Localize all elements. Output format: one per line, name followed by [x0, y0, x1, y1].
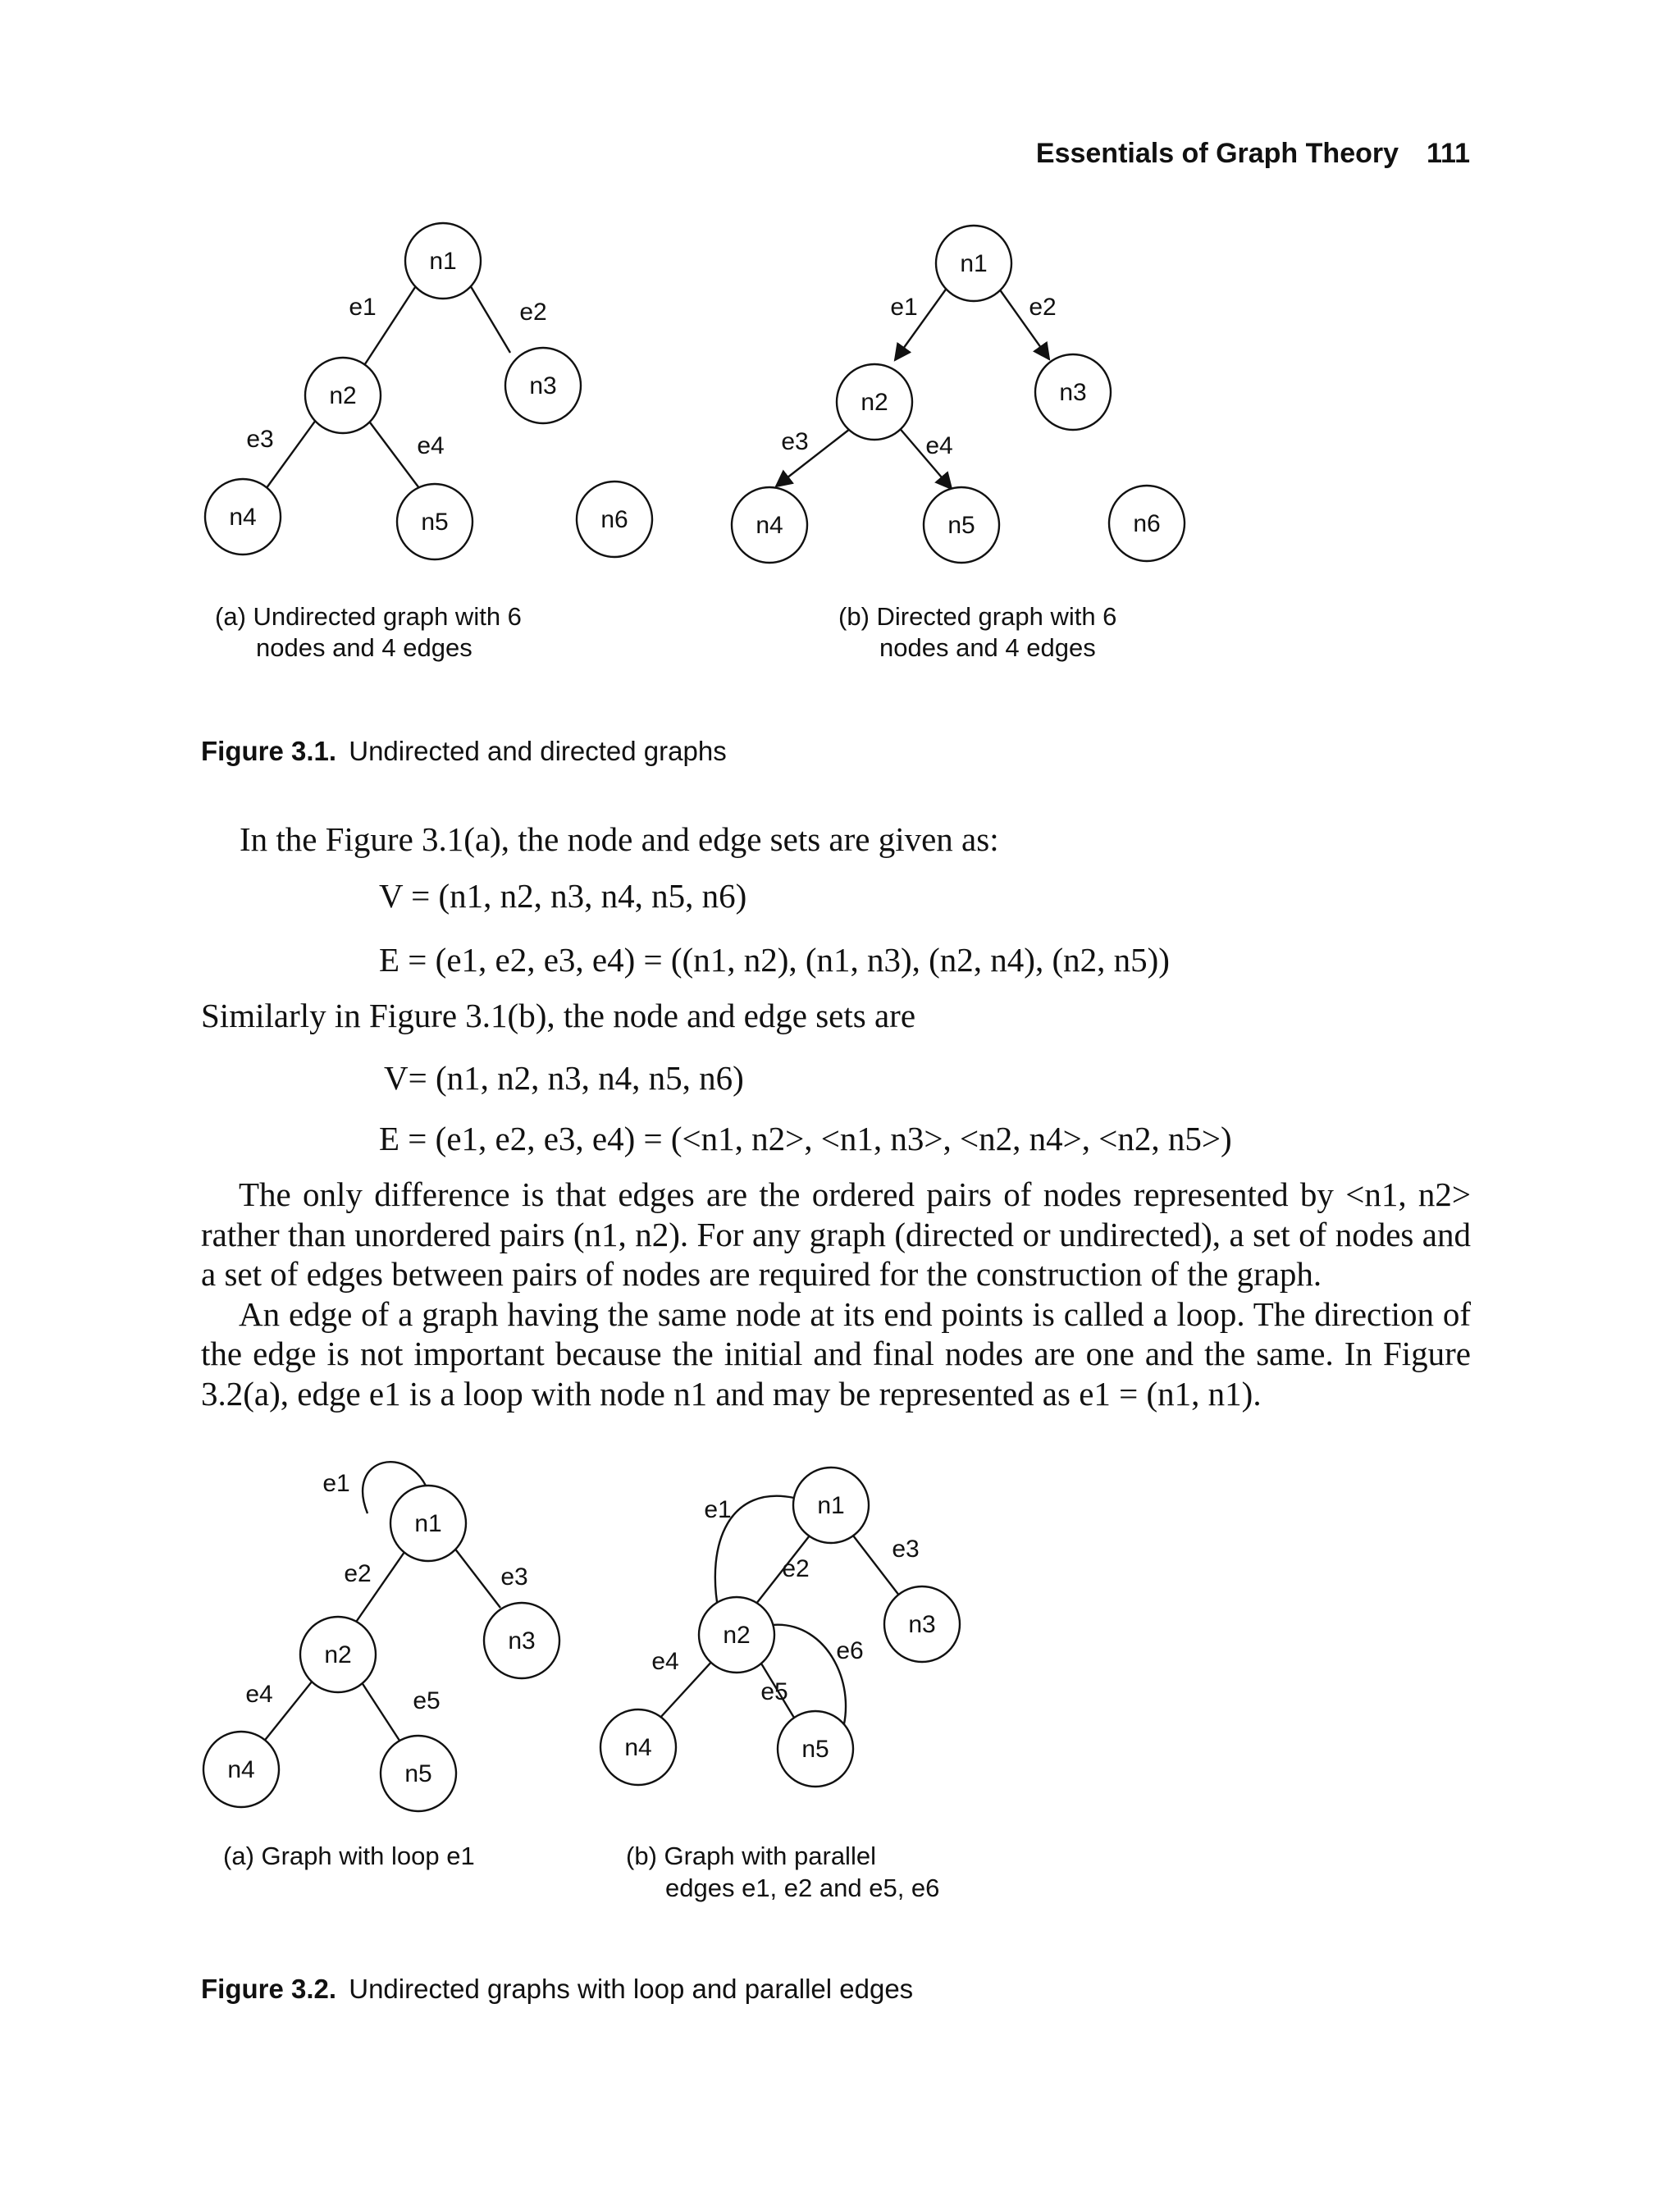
- fig32a-label-n5: n5: [404, 1760, 432, 1787]
- fig32a-label-e1: e1: [322, 1470, 350, 1497]
- equation-a-v: V = (n1, n2, n3, n4, n5, n6): [379, 877, 747, 915]
- figure-3-2-caption-text: Undirected graphs with loop and parallel edges: [349, 1974, 914, 2004]
- page-number: 111: [1427, 138, 1470, 169]
- fig31a-label-e2: e2: [519, 299, 547, 326]
- fig32a-label-e2: e2: [344, 1560, 372, 1587]
- fig31a-subcaption-2: nodes and 4 edges: [256, 633, 472, 662]
- fig32a-label-e4: e4: [245, 1681, 273, 1708]
- fig32a-edge-e3: [451, 1544, 500, 1608]
- fig32b-label-n4: n4: [624, 1734, 652, 1761]
- fig31b-label-n3: n3: [1059, 379, 1087, 406]
- header-title: Essentials of Graph Theory: [1035, 138, 1399, 169]
- fig31a-label-n3: n3: [529, 372, 557, 399]
- fig31b-label-n5: n5: [947, 512, 975, 539]
- fig31b-label-e1: e1: [890, 294, 918, 321]
- fig32a-edge-e5: [358, 1677, 403, 1746]
- fig32b-edge-labels: [651, 1496, 919, 1705]
- fig32b-label-e4: e4: [651, 1648, 679, 1675]
- fig31b-subcaption-2: nodes and 4 edges: [879, 633, 1096, 662]
- fig32b-nodes: [600, 1467, 960, 1787]
- fig31a-label-n1: n1: [429, 248, 457, 275]
- fig32b-label-e1: e1: [704, 1496, 732, 1523]
- fig32a-label-n3: n3: [508, 1627, 536, 1655]
- fig32b-subcaption-1: (b) Graph with parallel: [626, 1842, 876, 1870]
- figure-3-2-caption: [201, 1974, 913, 2005]
- fig32a-label-e5: e5: [413, 1687, 441, 1714]
- paragraph-3: The only difference is that edges are the ordered pairs of nodes represented by <n1, n2> rather than unordered pairs (n1, n2). For any graph (directed or undirected), a set of nodes and a set of edges between pairs of nodes are required for the construction of the graph.: [201, 1175, 1471, 1293]
- figure-3-1-caption-text: Undirected and directed graphs: [349, 736, 727, 766]
- fig31a-label-n2: n2: [329, 382, 357, 409]
- fig31b-subcaption-1: (b) Directed graph with 6: [838, 602, 1117, 631]
- fig31a-label-n4: n4: [229, 504, 257, 531]
- fig31b-label-n4: n4: [756, 512, 783, 539]
- fig32a-label-n4: n4: [227, 1756, 255, 1783]
- figure-3-1-caption-label: Figure 3.1.: [201, 736, 337, 766]
- fig31b-label-n6: n6: [1133, 510, 1161, 537]
- fig32b-label-n5: n5: [801, 1736, 829, 1763]
- fig32a-nodes: [203, 1486, 559, 1811]
- fig32a-label-n1: n1: [414, 1510, 442, 1537]
- fig32a-edges: [259, 1462, 500, 1747]
- fig32a-subcaption: (a) Graph with loop e1: [223, 1842, 475, 1870]
- fig31a-label-n5: n5: [421, 509, 449, 536]
- fig31a-subcaption-1: (a) Undirected graph with 6: [215, 602, 522, 631]
- paragraph-2: Similarly in Figure 3.1(b), the node and edge sets are: [201, 997, 916, 1034]
- fig31a-label-e3: e3: [246, 426, 274, 453]
- fig31b-label-e4: e4: [925, 432, 953, 459]
- fig31b-label-n1: n1: [960, 250, 988, 277]
- fig32b-label-n1: n1: [817, 1492, 845, 1519]
- fig31a-label-e1: e1: [349, 294, 377, 321]
- fig31b-label-n2: n2: [861, 389, 888, 416]
- fig32a-label-e3: e3: [500, 1563, 528, 1591]
- fig31a-label-e4: e4: [417, 432, 445, 459]
- equation-b-v: V= (n1, n2, n3, n4, n5, n6): [384, 1059, 744, 1097]
- equation-b-e: E = (e1, e2, e3, e4) = (<n1, n2>, <n1, n3>, <n2, n4>, <n2, n5>): [379, 1120, 1232, 1157]
- fig32b-label-e3: e3: [892, 1536, 920, 1563]
- fig32b-label-e5: e5: [760, 1678, 788, 1705]
- paragraph-1: In the Figure 3.1(a), the node and edge sets are given as:: [240, 820, 999, 858]
- fig32b-subcaption-2: edges e1, e2 and e5, e6: [665, 1874, 940, 1902]
- fig32b-label-n3: n3: [908, 1611, 936, 1638]
- paragraph-4: An edge of a graph having the same node at its end points is called a loop. The direction of the edge is not important because the initial and final nodes are one and the same. In Figure 3.2(a), edge e1 is a loop with node n1 and may be represented as e1 = (n1, n1).: [201, 1294, 1471, 1413]
- fig32b-label-n2: n2: [723, 1622, 751, 1649]
- fig31b-label-e3: e3: [781, 428, 809, 455]
- figure-3-2-caption-label: Figure 3.2.: [201, 1974, 337, 2004]
- equation-a-e: E = (e1, e2, e3, e4) = ((n1, n2), (n1, n3), (n2, n4), (n2, n5)): [379, 941, 1170, 979]
- fig31a-label-n6: n6: [600, 506, 628, 533]
- fig31b-label-e2: e2: [1029, 294, 1057, 321]
- fig32a-label-n2: n2: [324, 1641, 352, 1668]
- fig32b-label-e2: e2: [782, 1555, 810, 1582]
- fig32b-label-e6: e6: [836, 1637, 864, 1664]
- fig32a-edge-labels: [245, 1470, 527, 1714]
